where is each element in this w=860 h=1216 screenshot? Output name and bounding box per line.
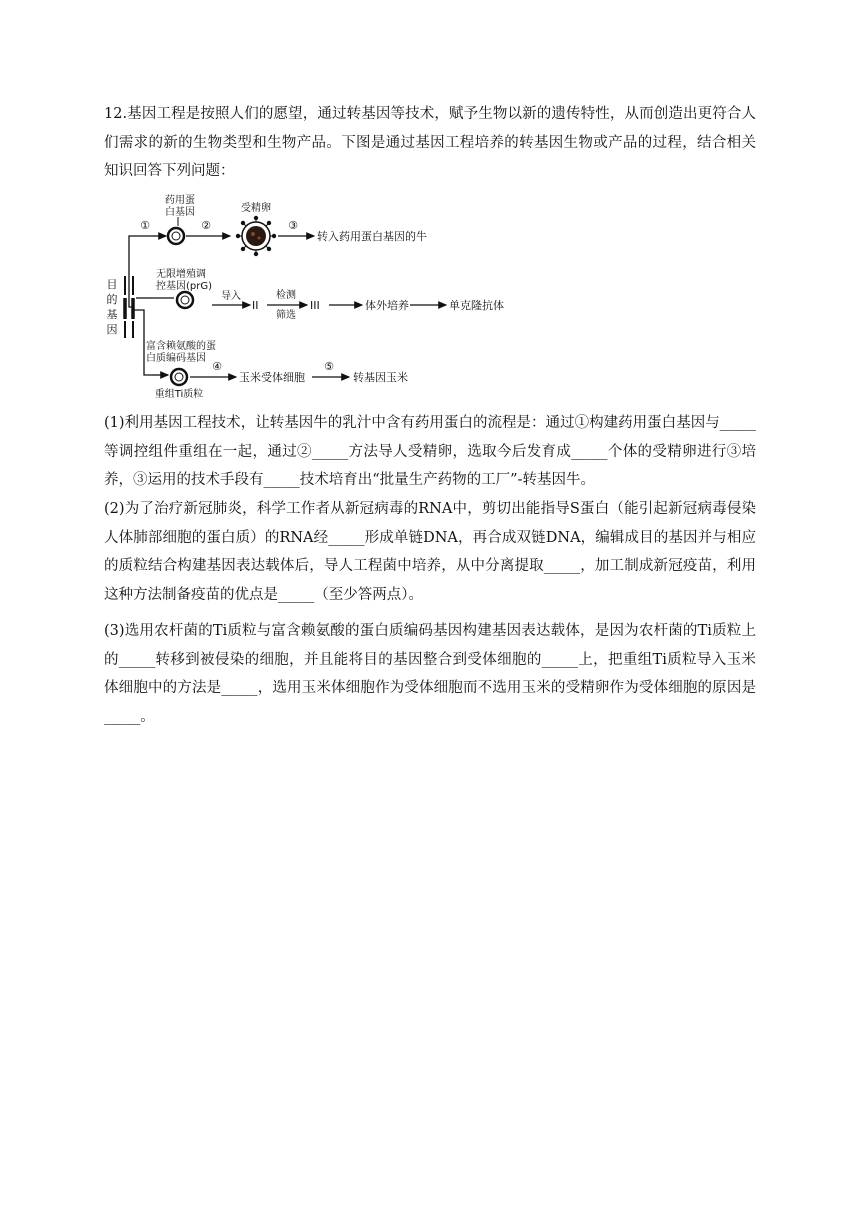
recombinant-ti-plasmid-label: 重组Ti质粒 <box>154 389 204 400</box>
target-gene-label-char: 的 <box>106 293 118 306</box>
stage-iii-label: III <box>310 299 320 312</box>
fertilized-egg-icon <box>236 216 276 256</box>
step-1-marker: ① <box>140 219 150 232</box>
question-part-2: (2)为了治疗新冠肺炎，科学工作者从新冠病毒的RNA中，剪切出能指导S蛋白（能引起新冠病毒侵染人体肺部细胞的蛋白质）的RNA经_____形成单链DNA，再合成双链DNA，编辑成目的基因并与相应的质粒结合构建基因表达载体后，导人工程菌中培养，从中分离提取_____，加工制成新冠疫苗，利用这种方法制备疫苗的优点是_____（至少答两点）。 <box>104 501 756 603</box>
prg-gene-label: 无限增殖调 <box>156 269 206 280</box>
gene-engineering-flow-diagram <box>100 188 520 400</box>
question-part-3: (3)选用农杆菌的Ti质粒与富含赖氨酸的蛋白质编码基因构建基因表达载体，是因为农杆菌的Ti质粒上的_____转移到被侵染的细胞，并且能将目的基因整合到受体细胞的_____上，把重组Ti质粒导入玉米体细胞中的方法是_____，选用玉米体细胞作为受体细胞而不选用玉米的受精卵作为受体细胞的原因是_____。 <box>104 623 756 725</box>
pharma-protein-gene-label: 白基因 <box>165 207 195 218</box>
in-vitro-culture-label: 体外培养 <box>365 299 409 312</box>
transgenic-cow-result: 转入药用蛋白基因的牛 <box>317 230 427 243</box>
plasmid-icon <box>168 228 184 244</box>
step-4-marker: ④ <box>212 360 222 373</box>
stage-ii-label: II <box>252 299 259 312</box>
fertilized-egg-label: 受精卵 <box>241 203 271 214</box>
target-gene-label-char: 目 <box>106 278 118 291</box>
lysine-gene-label: 富含赖氨酸的蛋 <box>146 341 216 352</box>
import-label: 导入 <box>221 291 241 302</box>
monoclonal-antibody-result: 单克隆抗体 <box>449 299 504 312</box>
question-part-1: (1)利用基因工程技术，让转基因牛的乳汁中含有药用蛋白的流程是：通过①构建药用蛋白基因与_____等调控组件重组在一起，通过②_____方法导人受精卵，选取今后发育成_____个体的受精卵进行③培养，③运用的技术手段有_____技术培育出“批量生产药物的工厂”-转基因牛。 <box>104 415 756 488</box>
question-intro: 12.基因工程是按照人们的愿望，通过转基因等技术，赋予生物以新的遗传特性，从而创造出更符合人们需求的新的生物类型和生物产品。下图是通过基因工程培养的转基因生物或产品的过程，结合相关知识回答下列问题： <box>104 106 756 179</box>
lysine-gene-label: 白质编码基因 <box>146 353 206 364</box>
screening-label: 筛选 <box>276 310 296 321</box>
step-5-marker: ⑤ <box>324 360 334 373</box>
plasmid-icon <box>177 292 193 308</box>
ti-plasmid-icon <box>171 369 187 385</box>
transgenic-corn-result: 转基因玉米 <box>353 371 408 384</box>
prg-gene-label: 控基因(prG) <box>156 281 213 292</box>
step-3-marker: ③ <box>288 219 298 232</box>
target-gene-label-char: 基 <box>106 308 118 321</box>
target-gene-label-char: 因 <box>106 323 118 336</box>
step-2-marker: ② <box>201 219 211 232</box>
pharma-protein-gene-label: 药用蛋 <box>165 195 195 206</box>
screening-label: 检测 <box>276 290 296 301</box>
corn-recipient-cell-label: 玉米受体细胞 <box>239 371 305 384</box>
